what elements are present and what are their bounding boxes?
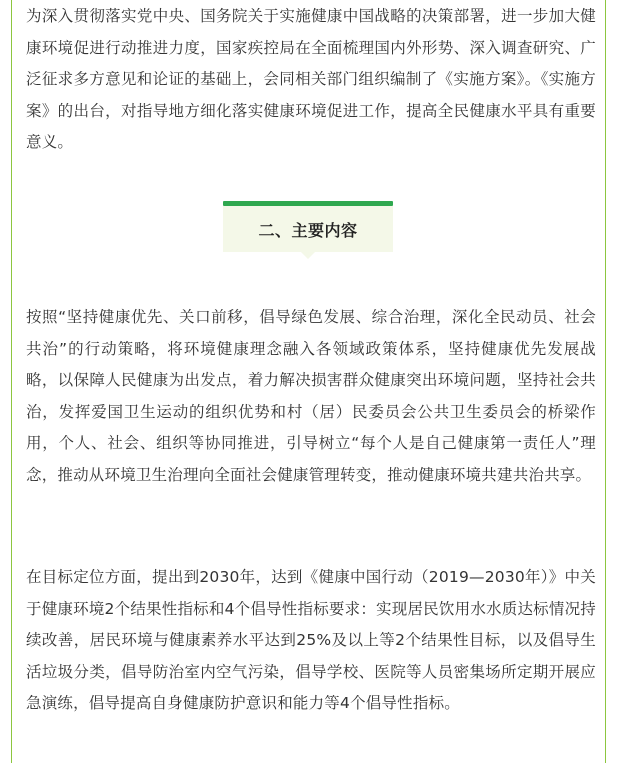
intro-paragraph: 为深入贯彻落实党中央、国务院关于实施健康中国战略的决策部署，进一步加大健康环境促进行动推进力度，国家疾控局在全面梳理国内外形势、深入调查研究、广泛征求多方意见和论证的基础上，会同相关部门组织编制了《实施方案》。《实施方案》的出台，对指导地方细化落实健康环境促进工作，提高全民健康水平具有重要意义。 xyxy=(26,7,596,152)
section-heading xyxy=(223,201,393,257)
strategy-paragraph: 按照“坚持健康优先、关口前移，倡导绿色发展、综合治理，深化全民动员、社会共治”的行动策略，将环境健康理念融入各领域政策体系，坚持健康优先发展战略，以保障人民健康为出发点，着力解决损害群众健康突出环境问题，坚持社会共治，发挥爱国卫生运动的组织优势和村（居）民委员会公共卫生委员会的桥梁作用，个人、社会、组织等协同推进，引导树立“每个人是自己健康第一责任人”理念，推动从环境卫生治理向全面社会健康管理转变，推动健康环境共建共治共享。 xyxy=(26,308,596,484)
targets-paragraph: 在目标定位方面，提出到2030年，达到《健康中国行动（2019—2030年）》中关于健康环境2个结果性指标和4个倡导性指标要求：实现居民饮用水水质达标情况持续改善，居民环境与健康素养水平达到25%及以上等2个结果性目标，以及倡导生活垃圾分类，倡导防治室内空气污染，倡导学校、医院等人员密集场所定期开展应急演练，倡导提高自身健康防护意识和能力等4个倡导性指标。 xyxy=(26,568,596,713)
section-heading-title: 二、主要内容 xyxy=(223,206,393,252)
section-heading-pointer xyxy=(301,252,315,259)
